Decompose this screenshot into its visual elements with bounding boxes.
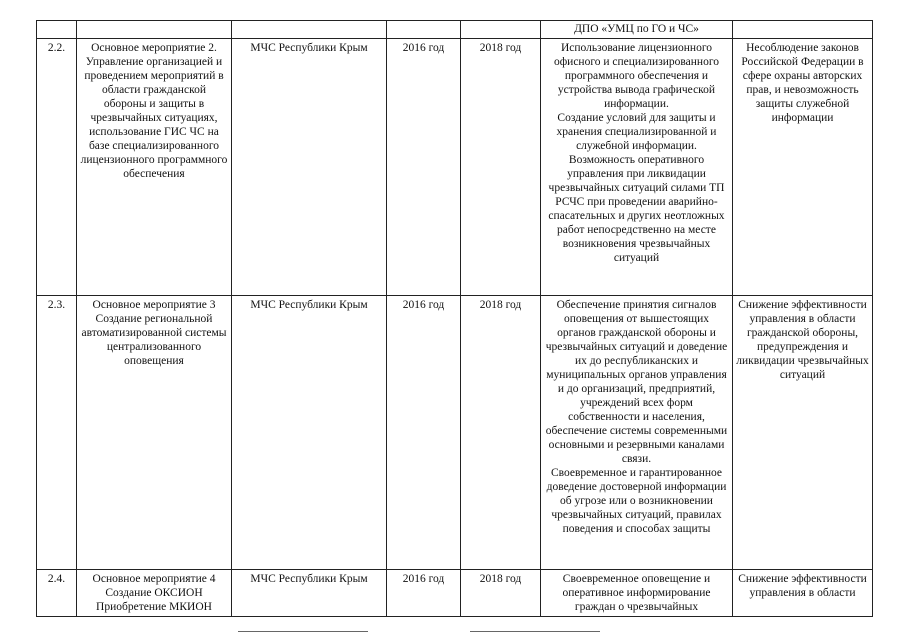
end-year-cell: 2018 год — [461, 39, 541, 296]
program-activities-table — [36, 20, 873, 617]
activity-cell: Основное мероприятие 4 Создание ОКСИОН Приобретение МКИОН — [77, 570, 232, 617]
consequence-cell: Снижение эффективности управления в области — [733, 570, 873, 617]
consequence-cell: Несоблюдение законов Российской Федерации в сфере охраны авторских прав, и невозможность защиты служебной информации — [733, 39, 873, 296]
table-row-continuation — [37, 21, 873, 39]
executor-cell: МЧС Республики Крым — [232, 570, 387, 617]
result-paragraph: Своевременное и гарантированное доведение достоверной информации об угрозе или о возникновении чрезвычайных ситуаций, правилах поведения и способах защиты — [546, 467, 727, 535]
table-row — [37, 39, 873, 296]
row-number: 2.2. — [37, 39, 77, 296]
row-number: 2.3. — [37, 296, 77, 570]
result-paragraph: Создание условий для защиты и хранения специализированной и служебной информации. — [556, 112, 717, 152]
end-year-cell: 2018 год — [461, 570, 541, 617]
result-paragraph: Возможность оперативного управления при ликвидации чрезвычайных ситуаций силами ТП РСЧС при проведении аварийно-спасательных и других неотложных работ непосредственно на месте возникновения чрезвычайных ситуаций — [548, 154, 725, 264]
row-number: 2.4. — [37, 570, 77, 617]
start-year-cell: 2016 год — [387, 296, 461, 570]
scan-edge-line — [470, 631, 600, 632]
end-year-cell: 2018 год — [461, 296, 541, 570]
start-year-cell: 2016 год — [387, 570, 461, 617]
table-row — [37, 570, 873, 617]
cell-end — [461, 21, 541, 39]
expected-result-cell — [541, 570, 733, 617]
executor-cell: МЧС Республики Крым — [232, 296, 387, 570]
cell-executor — [232, 21, 387, 39]
result-paragraph: Использование лицензионного офисного и специализированного программного обеспечения и устройства вывода графической информации. — [553, 42, 720, 110]
table-row — [37, 296, 873, 570]
cell-activity — [77, 21, 232, 39]
result-paragraph: Обеспечение принятия сигналов оповещения от вышестоящих органов гражданской обороны и чрезвычайных ситуаций и доведение их до республиканских и муниципальных органов управления и до организаций, предприятий, учреждений всех форм собственности и населения, обеспечение системы современными основными и резервными каналами связи. — [545, 299, 728, 465]
activity-cell: Основное мероприятие 2. Управление организацией и проведением мероприятий в области гражданской обороны и защиты в чрезвычайных ситуациях, использование ГИС ЧС на базе специализированного лицензионного программного обеспечения — [77, 39, 232, 296]
cell-consequence — [733, 21, 873, 39]
expected-result-cell — [541, 39, 733, 296]
consequence-cell: Снижение эффективности управления в области гражданской обороны, предупреждения и ликвидации чрезвычайных ситуаций — [733, 296, 873, 570]
cell-start — [387, 21, 461, 39]
activity-cell: Основное мероприятие 3 Создание региональной автоматизированной системы централизованного оповещения — [77, 296, 232, 570]
cell-num — [37, 21, 77, 39]
cell-result: ДПО «УМЦ по ГО и ЧС» — [541, 21, 733, 39]
start-year-cell: 2016 год — [387, 39, 461, 296]
result-paragraph: Своевременное оповещение и оперативное информирование граждан о чрезвычайных — [562, 573, 711, 613]
expected-result-cell — [541, 296, 733, 570]
scan-edge-line — [238, 631, 368, 632]
executor-cell: МЧС Республики Крым — [232, 39, 387, 296]
